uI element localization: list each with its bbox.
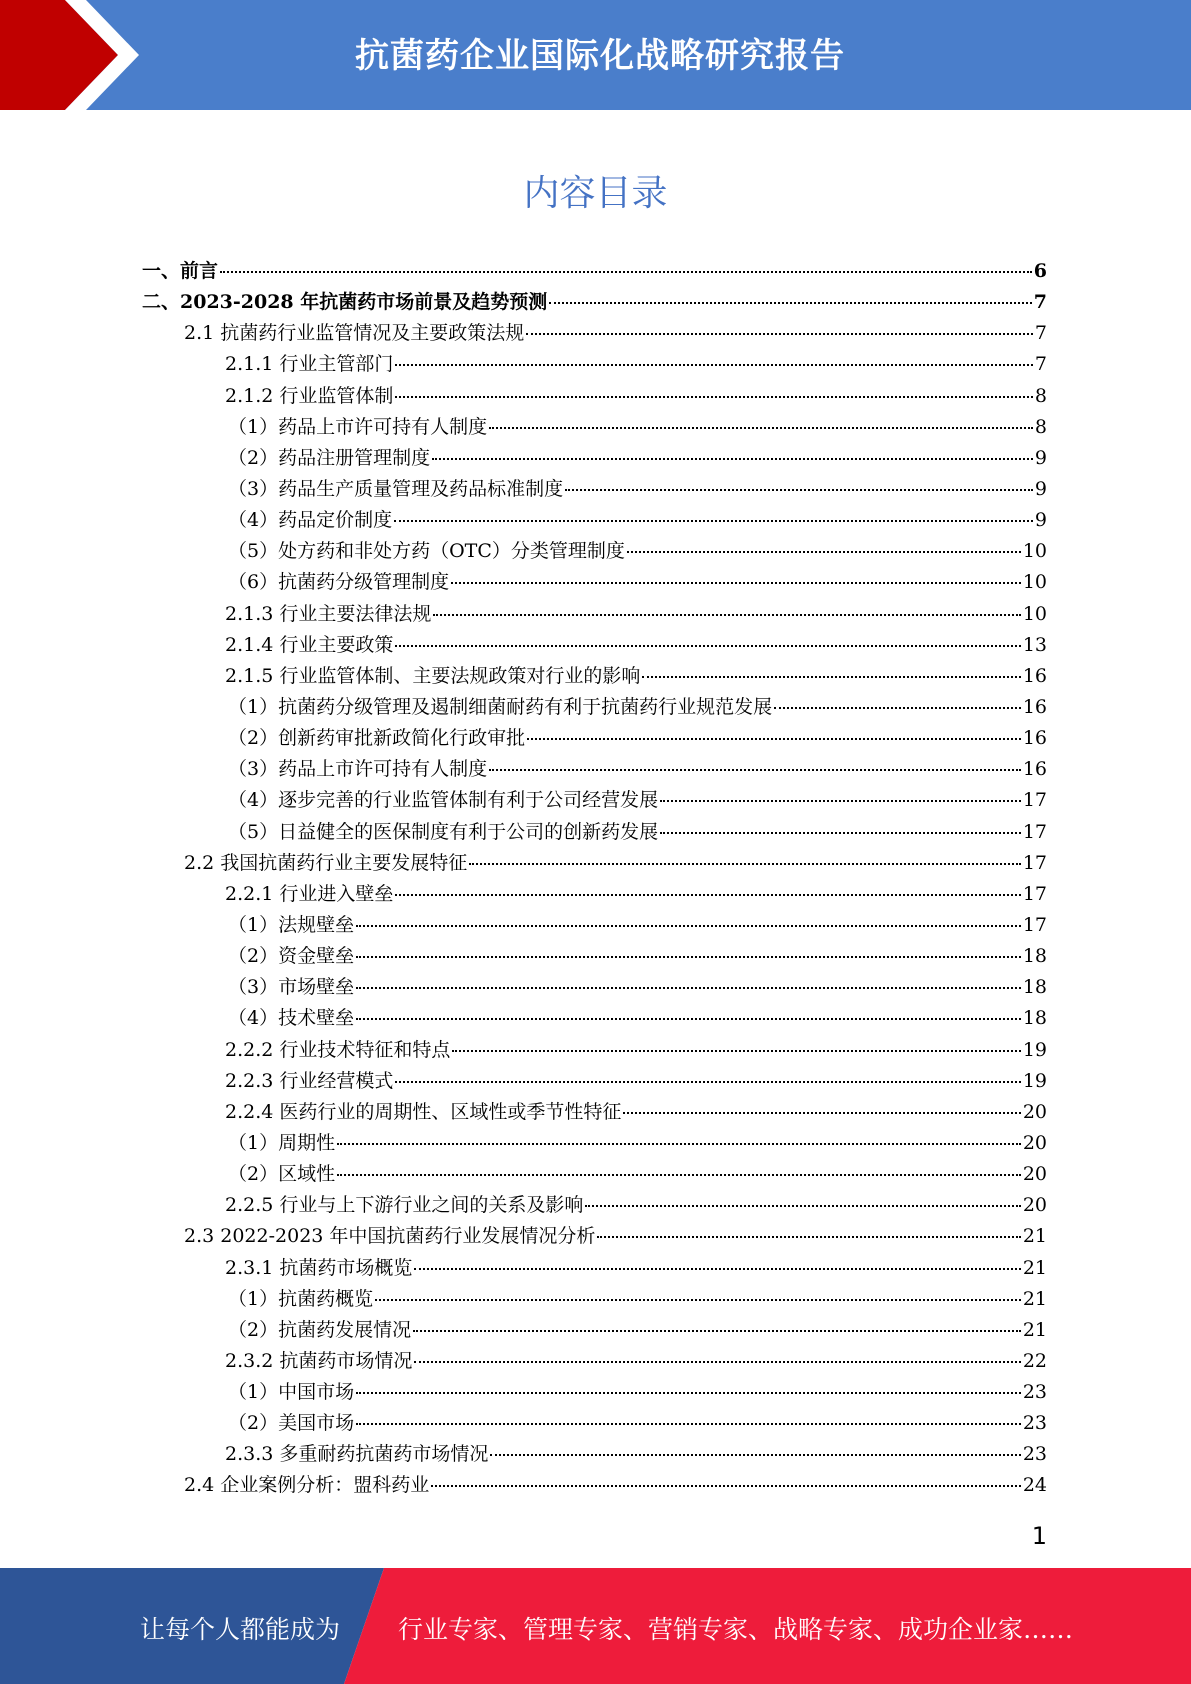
toc-entry[interactable] <box>142 412 1047 443</box>
toc-entry-page: 10 <box>1022 602 1047 625</box>
toc-entry[interactable] <box>142 318 1047 349</box>
toc-entry-page: 20 <box>1022 1163 1047 1186</box>
toc-entry-page: 18 <box>1022 945 1047 968</box>
toc-entry-page: 7 <box>1033 291 1047 314</box>
toc-entry[interactable] <box>142 1190 1047 1221</box>
toc-entry[interactable] <box>142 349 1047 380</box>
toc-dot-leader <box>414 1268 1020 1270</box>
toc-entry[interactable] <box>142 817 1047 848</box>
toc-dot-leader <box>431 1485 1021 1487</box>
toc-dot-leader <box>395 1081 1020 1083</box>
toc-entry-page: 17 <box>1022 789 1047 812</box>
toc-dot-leader <box>489 427 1033 429</box>
toc-entry-label: （5）日益健全的医保制度有利于公司的创新药发展 <box>228 820 659 843</box>
toc-entry-label: 2.1.2 行业监管体制 <box>225 384 394 407</box>
toc-entry-page: 9 <box>1034 477 1047 500</box>
toc-entry-page: 16 <box>1022 695 1047 718</box>
toc-entry-label: （3）药品上市许可持有人制度 <box>228 758 488 781</box>
toc-entry-label: （4）药品定价制度 <box>228 509 393 532</box>
toc-dot-leader <box>356 956 1021 958</box>
toc-entry-page: 8 <box>1034 384 1047 407</box>
toc-entry-page: 17 <box>1022 820 1047 843</box>
toc-entry[interactable] <box>142 505 1047 536</box>
toc-entry-page: 19 <box>1022 1069 1047 1092</box>
toc-entry-label: 2.2.1 行业进入壁垒 <box>225 882 394 905</box>
table-of-contents <box>142 256 1047 1502</box>
toc-entry[interactable] <box>142 941 1047 972</box>
toc-entry-label: （1）抗菌药概览 <box>228 1287 374 1310</box>
toc-entry-label: 二、2023-2028 年抗菌药市场前景及趋势预测 <box>142 291 548 314</box>
toc-dot-leader <box>549 302 1032 304</box>
toc-entry[interactable] <box>142 661 1047 692</box>
toc-entry-label: 2.2.4 医药行业的周期性、区域性或季节性特征 <box>225 1100 622 1123</box>
toc-dot-leader <box>337 1143 1021 1145</box>
toc-entry[interactable] <box>142 1377 1047 1408</box>
toc-entry-label: （4）逐步完善的行业监管体制有利于公司经营发展 <box>228 789 659 812</box>
toc-entry-label: 2.3 2022-2023 年中国抗菌药行业发展情况分析 <box>184 1225 596 1248</box>
toc-entry-page: 20 <box>1022 1131 1047 1154</box>
toc-entry-label: 2.1 抗菌药行业监管情况及主要政策法规 <box>184 322 525 345</box>
toc-entry-label: 2.3.3 多重耐药抗菌药市场情况 <box>225 1443 489 1466</box>
toc-entry-page: 21 <box>1022 1256 1047 1279</box>
toc-dot-leader <box>432 458 1033 460</box>
toc-entry-label: （2）药品注册管理制度 <box>228 446 431 469</box>
toc-entry-label: （5）处方药和非处方药（OTC）分类管理制度 <box>228 540 625 563</box>
toc-dot-leader <box>395 894 1020 896</box>
toc-entry[interactable] <box>142 692 1047 723</box>
toc-entry[interactable] <box>142 1128 1047 1159</box>
toc-entry-label: （4）技术壁垒 <box>228 1007 355 1030</box>
toc-entry[interactable] <box>142 630 1047 661</box>
toc-entry-page: 7 <box>1034 353 1047 376</box>
toc-entry[interactable] <box>142 1439 1047 1470</box>
toc-entry-label: （6）抗菌药分级管理制度 <box>228 571 450 594</box>
report-header <box>0 0 1191 110</box>
toc-entry[interactable] <box>142 1253 1047 1284</box>
toc-dot-leader <box>395 364 1033 366</box>
toc-entry-label: （2）资金壁垒 <box>228 945 355 968</box>
toc-dot-leader <box>413 1330 1021 1332</box>
toc-entry[interactable] <box>142 723 1047 754</box>
toc-dot-leader <box>642 676 1020 678</box>
toc-entry-page: 9 <box>1034 509 1047 532</box>
toc-entry[interactable] <box>142 443 1047 474</box>
toc-entry-page: 18 <box>1022 1007 1047 1030</box>
toc-entry-label: 2.2.5 行业与上下游行业之间的关系及影响 <box>225 1194 584 1217</box>
toc-entry-page: 7 <box>1034 322 1047 345</box>
toc-entry[interactable] <box>142 972 1047 1003</box>
toc-entry[interactable] <box>142 1284 1047 1315</box>
toc-dot-leader <box>527 738 1021 740</box>
toc-entry-page: 22 <box>1022 1349 1047 1372</box>
toc-entry-page: 21 <box>1022 1225 1047 1248</box>
toc-entry-page: 21 <box>1022 1318 1047 1341</box>
footer-slogan-right: 行业专家、管理专家、营销专家、战略专家、成功企业家…… <box>398 1615 1074 1644</box>
toc-entry-label: （2）美国市场 <box>228 1412 355 1435</box>
toc-entry-page: 10 <box>1022 540 1047 563</box>
toc-entry[interactable] <box>142 1097 1047 1128</box>
toc-entry[interactable] <box>142 1159 1047 1190</box>
toc-entry[interactable] <box>142 1035 1047 1066</box>
toc-entry-page: 6 <box>1033 260 1047 282</box>
toc-dot-leader <box>356 925 1021 927</box>
toc-entry[interactable] <box>142 910 1047 941</box>
report-footer <box>0 1568 1191 1684</box>
toc-entry[interactable] <box>142 1346 1047 1377</box>
page-number: 1 <box>1031 1522 1047 1550</box>
toc-entry-label: 2.2.2 行业技术特征和特点 <box>225 1038 451 1061</box>
toc-entry-label: （1）中国市场 <box>228 1381 355 1404</box>
toc-entry-page: 19 <box>1022 1038 1047 1061</box>
toc-entry-page: 23 <box>1022 1381 1047 1404</box>
toc-entry-page: 18 <box>1022 976 1047 999</box>
toc-entry-label: （1）抗菌药分级管理及遏制细菌耐药有利于抗菌药行业规范发展 <box>228 695 773 718</box>
toc-entry-page: 17 <box>1022 882 1047 905</box>
toc-entry-label: 2.1.4 行业主要政策 <box>225 633 394 656</box>
toc-dot-leader <box>356 1423 1021 1425</box>
toc-entry[interactable] <box>142 1470 1047 1501</box>
toc-entry[interactable] <box>142 567 1047 598</box>
toc-entry-page: 23 <box>1022 1412 1047 1435</box>
toc-dot-leader <box>627 551 1021 553</box>
toc-entry[interactable] <box>142 1066 1047 1097</box>
toc-dot-leader <box>623 1112 1020 1114</box>
toc-dot-leader <box>356 1392 1021 1394</box>
toc-heading: 内容目录 <box>523 173 668 214</box>
toc-entry[interactable] <box>142 1221 1047 1252</box>
toc-entry[interactable] <box>142 785 1047 816</box>
report-title: 抗菌药企业国际化战略研究报告 <box>355 36 845 76</box>
toc-entry-page: 16 <box>1022 664 1047 687</box>
toc-entry[interactable] <box>142 256 1047 287</box>
toc-dot-leader <box>356 987 1021 989</box>
toc-dot-leader <box>660 832 1021 834</box>
toc-dot-leader <box>526 333 1033 335</box>
toc-dot-leader <box>452 1050 1020 1052</box>
toc-entry-label: 2.2.3 行业经营模式 <box>225 1069 394 1092</box>
toc-dot-leader <box>414 1361 1020 1363</box>
toc-entry-label: 2.3.1 抗菌药市场概览 <box>225 1256 413 1279</box>
toc-entry-label: （2）区域性 <box>228 1163 336 1186</box>
toc-entry[interactable] <box>142 474 1047 505</box>
toc-entry-page: 24 <box>1022 1474 1047 1497</box>
toc-entry-label: （3）药品生产质量管理及药品标准制度 <box>228 477 564 500</box>
toc-entry-label: （1）药品上市许可持有人制度 <box>228 415 488 438</box>
toc-dot-leader <box>490 1454 1020 1456</box>
toc-dot-leader <box>375 1299 1021 1301</box>
toc-entry[interactable] <box>142 848 1047 879</box>
toc-entry[interactable] <box>142 1003 1047 1034</box>
toc-dot-leader <box>356 1018 1021 1020</box>
toc-entry-page: 9 <box>1034 446 1047 469</box>
toc-dot-leader <box>660 800 1021 802</box>
footer-slogan-left: 让每个人都能成为 <box>140 1615 341 1644</box>
toc-entry-page: 20 <box>1022 1194 1047 1217</box>
toc-entry[interactable] <box>142 754 1047 785</box>
toc-entry-label: 2.1.5 行业监管体制、主要法规政策对行业的影响 <box>225 664 641 687</box>
toc-entry-label: （2）抗菌药发展情况 <box>228 1318 412 1341</box>
toc-entry-label: （1）法规壁垒 <box>228 913 355 936</box>
toc-entry-page: 16 <box>1022 758 1047 781</box>
toc-entry-label: （3）市场壁垒 <box>228 976 355 999</box>
toc-dot-leader <box>433 614 1020 616</box>
toc-dot-leader <box>395 645 1020 647</box>
toc-entry-page: 13 <box>1022 633 1047 656</box>
toc-dot-leader <box>469 863 1021 865</box>
toc-entry[interactable] <box>142 287 1047 318</box>
toc-entry-page: 21 <box>1022 1287 1047 1310</box>
toc-entry-label: （2）创新药审批新政简化行政审批 <box>228 727 526 750</box>
toc-entry-label: 一、前言 <box>142 260 219 282</box>
toc-entry-page: 17 <box>1022 913 1047 936</box>
toc-entry-label: 2.3.2 抗菌药市场情况 <box>225 1349 413 1372</box>
toc-dot-leader <box>489 769 1021 771</box>
toc-entry-page: 23 <box>1022 1443 1047 1466</box>
toc-entry-label: 2.1.3 行业主要法律法规 <box>225 602 432 625</box>
toc-dot-leader <box>597 1236 1020 1238</box>
toc-dot-leader <box>395 396 1033 398</box>
toc-dot-leader <box>774 707 1021 709</box>
toc-entry-label: 2.2 我国抗菌药行业主要发展特征 <box>184 851 468 874</box>
toc-entry-page: 16 <box>1022 727 1047 750</box>
toc-dot-leader <box>337 1174 1021 1176</box>
toc-entry[interactable] <box>142 536 1047 567</box>
toc-dot-leader <box>451 582 1021 584</box>
toc-entry[interactable] <box>142 1408 1047 1439</box>
toc-dot-leader <box>585 1205 1020 1207</box>
toc-entry-page: 17 <box>1022 851 1047 874</box>
toc-entry-label: 2.1.1 行业主管部门 <box>225 353 394 376</box>
toc-entry[interactable] <box>142 599 1047 630</box>
toc-entry[interactable] <box>142 381 1047 412</box>
toc-entry-page: 10 <box>1022 571 1047 594</box>
toc-dot-leader <box>220 271 1032 273</box>
toc-entry-page: 20 <box>1022 1100 1047 1123</box>
toc-entry[interactable] <box>142 1315 1047 1346</box>
toc-entry-label: 2.4 企业案例分析：盟科药业 <box>184 1474 430 1497</box>
toc-dot-leader <box>565 489 1033 491</box>
toc-entry-page: 8 <box>1034 415 1047 438</box>
toc-entry[interactable] <box>142 879 1047 910</box>
toc-dot-leader <box>394 520 1033 522</box>
toc-entry-label: （1）周期性 <box>228 1131 336 1154</box>
